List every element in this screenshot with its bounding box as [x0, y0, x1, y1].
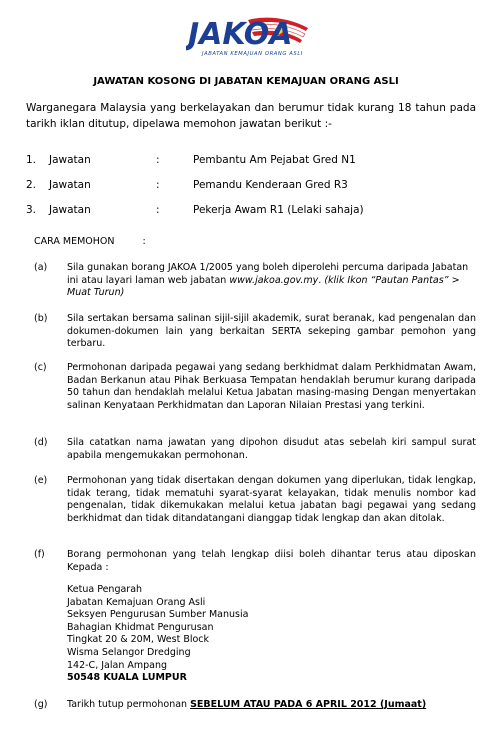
item-text: Permohonan yang tidak disertakan dengan dokumen yang diperlukan, tidak lengkap, tidak terang, tidak mematuhi syarat-syarat kelayakan, tidak menulis nombor kad pengenalan, tidak dikemukakan melalui ketua jabatan bagi pegawai yang sedang berkhidmat dan tidak ditandatangani dianggap tidak lengkap dan akan ditolak. [67, 475, 476, 524]
address-line: Jabatan Kemajuan Orang Asli [67, 596, 206, 608]
item-label: (d) [34, 437, 48, 448]
position-label: Jawatan [49, 204, 91, 216]
item-text: Borang permohonan yang telah lengkap diisi boleh dihantar terus atau diposkan Kepada : [67, 549, 476, 573]
item-label: (e) [34, 475, 48, 486]
intro-paragraph: Warganegara Malaysia yang berkelayakan dan berumur tidak kurang 18 tahun pada tarikh iklan ditutup, dipelawa memohon jawatan berikut :- [26, 102, 476, 130]
item-label: (b) [34, 313, 48, 324]
item-a-italic-note: (klik Ikon “Pautan Pantas” > Muat Turun) [67, 274, 460, 299]
item-label: (f) [34, 549, 45, 560]
item-text [67, 262, 476, 300]
item-label: (c) [34, 362, 47, 373]
address-line: Bahagian Khidmat Pengurusan [67, 621, 214, 633]
website-link[interactable]: www.jakoa.gov.my [229, 274, 319, 286]
jakoa-logo-graphic [186, 14, 316, 60]
position-number: 1. [26, 154, 37, 166]
item-label: (g) [34, 699, 48, 710]
document-title: JAWATAN KOSONG DI JABATAN KEMAJUAN ORANG ASLI [93, 76, 399, 87]
position-row [0, 203, 492, 217]
position-label: Jawatan [49, 154, 91, 166]
item-text: Sila catatkan nama jawatan yang dipohon disudut atas sebelah kiri sampul surat apabila mengemukakan permohonan. [67, 437, 476, 461]
item-text [67, 699, 476, 712]
cara-heading-colon: : [142, 236, 146, 247]
logo-tagline: JABATAN KEMAJUAN ORANG ASLI [202, 51, 303, 57]
position-colon: : [156, 204, 160, 216]
position-value: Pemandu Kenderaan Gred R3 [193, 179, 348, 191]
position-number: 2. [26, 179, 37, 191]
address-postcode-city: 50548 KUALA LUMPUR [67, 672, 187, 684]
closing-date-label: Tarikh tutup permohonan [67, 699, 191, 710]
item-label: (a) [34, 262, 48, 273]
item-text: Permohonan daripada pegawai yang sedang berkhidmat dalam Perkhidmatan Awam, Badan Berkanun atau Pihak Berkuasa Tempatan hendaklah berumur kurang daripada 50 tahun dan hendaklah melalui Ketua Jabatan masing-masing Dengan menyertakan salinan Kenyataan Perkhidmatan dan Laporan Nilaian Prestasi yang terkini. [67, 362, 476, 411]
mailing-address [67, 584, 248, 685]
position-value: Pekerja Awam R1 (Lelaki sahaja) [193, 204, 364, 216]
address-line: Tingkat 20 & 20M, West Block [67, 634, 210, 646]
position-label: Jawatan [49, 179, 91, 191]
position-number: 3. [26, 204, 37, 216]
closing-date-value: SEBELUM ATAU PADA 6 APRIL 2012 (Jumaat) [190, 699, 427, 710]
item-text: Sila sertakan bersama salinan sijil-sijil akademik, surat beranak, kad pengenalan dan dokumen-dokumen lain yang berkaitan SERTA sekeping gambar pemohon yang terbaru. [67, 313, 476, 350]
position-row [0, 153, 492, 167]
position-colon: : [156, 154, 160, 166]
address-line: 142-C, Jalan Ampang [67, 659, 168, 671]
position-value: Pembantu Am Pejabat Gred N1 [193, 154, 356, 166]
address-line: Wisma Selangor Dredging [67, 646, 191, 658]
cara-heading-text: CARA MEMOHON [34, 236, 115, 247]
position-colon: : [156, 179, 160, 191]
cara-memohon-heading [34, 236, 146, 247]
position-row [0, 178, 492, 192]
jakoa-logo [186, 14, 316, 60]
item-a-text: Sila gunakan borang JAKOA 1/2005 yang boleh diperolehi percuma daripada Jabatan ini atau layari laman web jabatan [67, 262, 469, 286]
logo-wordmark: JAKOA [188, 17, 293, 52]
address-line: Seksyen Pengurusan Sumber Manusia [67, 609, 249, 621]
item-a-text-sep: . [318, 274, 325, 286]
address-line: Ketua Pengarah [67, 584, 143, 595]
